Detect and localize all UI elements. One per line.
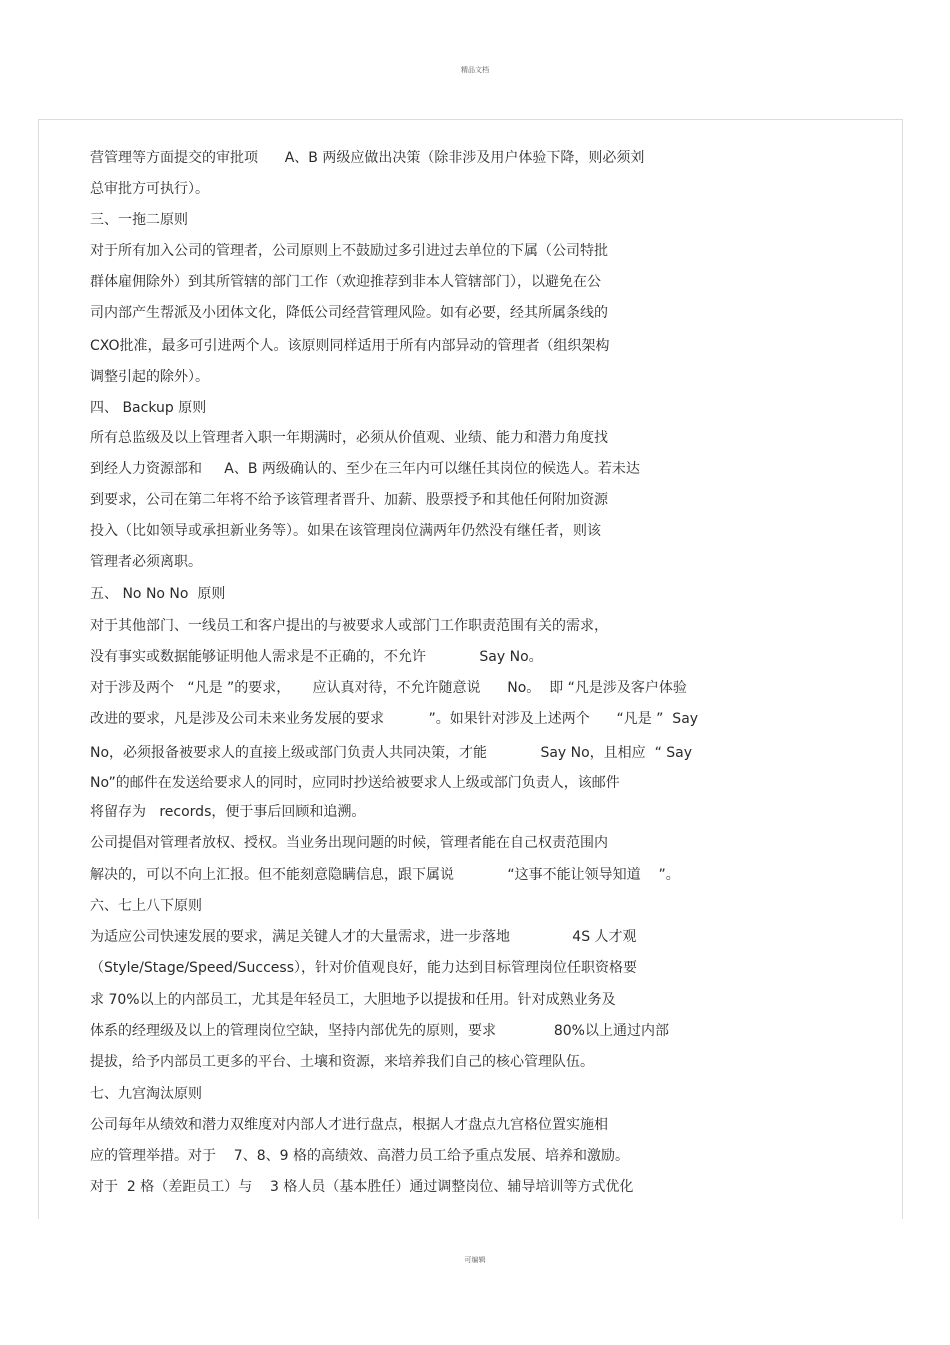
text-line: 将留存为 records，便于事后回顾和追溯。 [90, 804, 366, 820]
text-line: CXO批准，最多可引进两个人。该原则同样适用于所有内部异动的管理者（组织架构 [90, 338, 610, 354]
section-heading: 七、九宫淘汰原则 [90, 1086, 202, 1102]
text-line: No”的邮件在发送给要求人的同时，应同时抄送给被要求人上级或部门负责人，该邮件 [90, 775, 620, 791]
text-line: 公司每年从绩效和潜力双维度对内部人才进行盘点，根据人才盘点九宫格位置实施相 [90, 1117, 608, 1133]
text-line: 到要求，公司在第二年将不给予该管理者晋升、加薪、股票授予和其他任何附加资源 [90, 492, 608, 508]
text-line: 为适应公司快速发展的要求，满足关键人才的大量需求，进一步落地 4S 人才观 [90, 929, 637, 945]
section-heading: 四、 Backup 原则 [90, 400, 207, 416]
page-header: 精品文档 [461, 66, 489, 74]
text-line: 到经人力资源部和 A、B 两级确认的、至少在三年内可以继任其岗位的候选人。若未达 [90, 461, 640, 477]
text-line: 提拔，给予内部员工更多的平台、土壤和资源，来培养我们自己的核心管理队伍。 [90, 1054, 594, 1070]
text-line: 对于所有加入公司的管理者，公司原则上不鼓励过多引进过去单位的下属（公司特批 [90, 243, 608, 259]
text-line: 求 70%以上的内部员工，尤其是年轻员工，大胆地予以提拔和任用。针对成熟业务及 [90, 992, 616, 1008]
text-line: 所有总监级及以上管理者入职一年期满时，必须从价值观、业绩、能力和潜力角度找 [90, 430, 608, 446]
text-line: 体系的经理级及以上的管理岗位空缺，坚持内部优先的原则，要求 80%以上通过内部 [90, 1023, 669, 1039]
text-line: 总审批方可执行）。 [90, 181, 209, 197]
text-line: No，必须报备被要求人的直接上级或部门负责人共同决策，才能 Say No，且相应 “ Say [90, 745, 693, 761]
text-line: 改进的要求，凡是涉及公司未来业务发展的要求 ”。如果针对涉及上述两个 “凡是 ” Say [90, 711, 699, 727]
text-line: 管理者必须离职。 [90, 554, 202, 570]
text-line: 对于涉及两个 “凡是 ”的要求， 应认真对待，不允许随意说 No。 即 “凡是涉及客户体验 [90, 680, 687, 696]
section-heading: 五、 No No No 原则 [90, 586, 226, 602]
text-line: 群体雇佣除外）到其所管辖的部门工作（欢迎推荐到非本人管辖部门），以避免在公 [90, 274, 601, 290]
text-line: 对于 2 格（差距员工）与 3 格人员（基本胜任）通过调整岗位、辅导培训等方式优化 [90, 1179, 634, 1195]
text-line: 解决的，可以不向上汇报。但不能刻意隐瞒信息，跟下属说 “这事不能让领导知道 ”。 [90, 867, 680, 883]
page-footer: 可编辑 [464, 1256, 486, 1264]
text-line: 没有事实或数据能够证明他人需求是不正确的，不允许 Say No。 [90, 649, 543, 665]
text-line: 调整引起的除外）。 [90, 369, 209, 385]
text-line: 公司提倡对管理者放权、授权。当业务出现问题的时候，管理者能在自己权责范围内 [90, 835, 608, 851]
text-line: （Style/Stage/Speed/Success），针对价值观良好，能力达到目标管理岗位任职资格要 [90, 960, 638, 976]
text-line: 应的管理举措。对于 7、8、9 格的高绩效、高潜力员工给予重点发展、培养和激励。 [90, 1148, 629, 1164]
text-line: 投入（比如领导或承担新业务等）。如果在该管理岗位满两年仍然没有继任者，则该 [90, 523, 601, 539]
text-line: 对于其他部门、一线员工和客户提出的与被要求人或部门工作职责范围有关的需求， [90, 618, 608, 634]
section-heading: 三、一拖二原则 [90, 212, 188, 228]
section-heading: 六、七上八下原则 [90, 898, 202, 914]
text-line: 营管理等方面提交的审批项 A、B 两级应做出决策（除非涉及用户体验下降，则必须刘 [90, 150, 645, 166]
text-line: 司内部产生帮派及小团体文化，降低公司经营管理风险。如有必要，经其所属条线的 [90, 305, 608, 321]
